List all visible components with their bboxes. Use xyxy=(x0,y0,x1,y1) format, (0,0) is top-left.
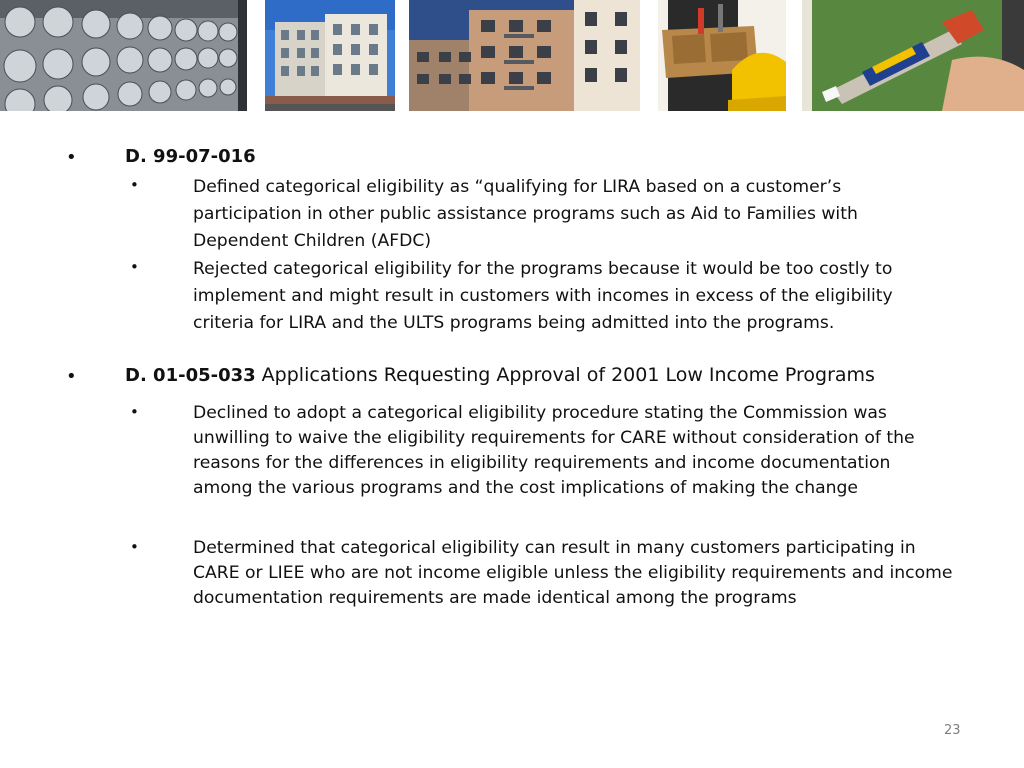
apartment-facade-photo xyxy=(409,0,640,111)
section-heading xyxy=(125,364,875,386)
page-number: 23 xyxy=(944,723,961,738)
tool-belt-hardhat-photo xyxy=(658,0,786,111)
list-item: Determined that categorical eligibility can result in many customers participating in CARE or LIEE who are not income eligible unless the eligibility requirements and income documentation requirements are made identical among the programs xyxy=(193,538,953,608)
item-bullet: • xyxy=(130,258,139,276)
item-bullet: • xyxy=(130,538,139,556)
section-bullet: • xyxy=(66,366,77,387)
section-bullet: • xyxy=(66,147,77,168)
decision-code: D. 99-07-016 xyxy=(125,146,256,167)
item-bullet: • xyxy=(130,403,139,421)
decision-code: D. 01-05-033 xyxy=(125,365,256,386)
section-title: Applications Requesting Approval of 2001 Low Income Programs xyxy=(261,364,875,386)
electric-meters-photo xyxy=(0,0,247,111)
list-item: Defined categorical eligibility as “qualifying for LIRA based on a customer’s participation in other public assistance programs such as Aid to Families with Dependent Children (AFDC) xyxy=(193,177,858,251)
apartment-building-photo xyxy=(265,0,395,111)
list-item: Rejected categorical eligibility for the programs because it would be too costly to implement and might result in customers with incomes in excess of the eligibility criteria for LIRA and the ULTS programs being admitted into the programs. xyxy=(193,259,893,333)
item-bullet: • xyxy=(130,176,139,194)
section-heading xyxy=(125,146,256,167)
caulking-gun-photo xyxy=(802,0,1024,111)
list-item: Declined to adopt a categorical eligibility procedure stating the Commission was unwilling to waive the eligibility requirements for CARE without consideration of the reasons for the differences in eligibility requirements and income documentation among the various programs and the cost implications of making the change xyxy=(193,403,915,498)
